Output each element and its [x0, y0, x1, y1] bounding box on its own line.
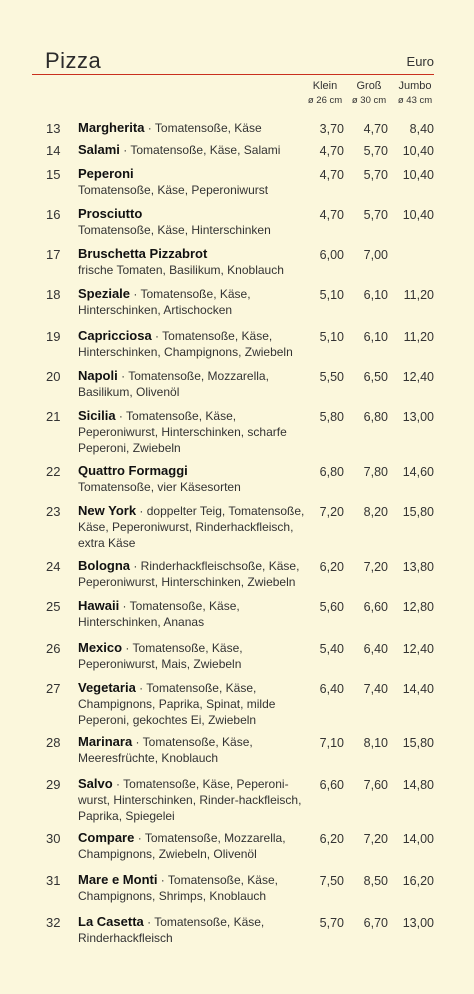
- price-jumbo: 13,80: [402, 560, 434, 574]
- item-number: 31: [46, 873, 61, 888]
- item-ingredients: Tomatensoße, Käse, Meeresfrüchte, Knoblauch: [78, 735, 253, 765]
- item-name: New York: [78, 503, 137, 518]
- size-name: Klein: [312, 80, 338, 92]
- price-klein: 6,60: [319, 778, 344, 792]
- item-name: Sicilia: [78, 408, 116, 423]
- item-number: 25: [46, 599, 61, 614]
- price-gross: 7,20: [363, 832, 388, 846]
- item-description: [78, 166, 310, 198]
- item-number: 13: [46, 121, 61, 136]
- item-description: [78, 558, 310, 590]
- price-klein: 6,00: [319, 248, 344, 262]
- price-jumbo: 14,40: [402, 682, 434, 696]
- price-gross: 5,70: [363, 168, 388, 182]
- size-klein: [302, 80, 348, 106]
- item-separator: ·: [115, 409, 127, 423]
- price-klein: 6,20: [319, 560, 344, 574]
- item-name: Salami: [78, 142, 120, 157]
- item-name: Capricciosa: [78, 328, 152, 343]
- item-name: Bruschetta Pizzabrot: [78, 246, 208, 261]
- item-name: Peperoni: [78, 166, 134, 181]
- item-ingredients: Tomatensoße, vier Käsesorten: [78, 480, 241, 494]
- item-ingredients: Tomatensoße, Käse, Peperoniwurst, Mais, Zwiebeln: [78, 641, 243, 671]
- section-title: Pizza: [45, 48, 102, 73]
- price-gross: 7,80: [363, 465, 388, 479]
- header-divider: [32, 74, 434, 75]
- item-separator: ·: [119, 143, 131, 157]
- item-separator: ·: [151, 329, 163, 343]
- item-number: 15: [46, 167, 61, 182]
- size-gross: [346, 80, 392, 106]
- price-klein: 6,80: [319, 465, 344, 479]
- item-number: 24: [46, 559, 61, 574]
- item-separator: ·: [117, 369, 129, 383]
- item-ingredients: Rinderhackfleischsoße, Käse, Peperoniwurst, Hinterschinken, Zwiebeln: [78, 559, 300, 589]
- item-name: Mexico: [78, 640, 123, 655]
- price-klein: 4,70: [319, 144, 344, 158]
- item-ingredients: Tomatensoße, Käse, Peperoniwurst: [78, 183, 269, 197]
- item-number: 16: [46, 207, 61, 222]
- price-klein: 6,20: [319, 832, 344, 846]
- item-description: [78, 872, 310, 904]
- item-separator: ·: [130, 559, 141, 573]
- item-name: Bologna: [78, 558, 130, 573]
- price-klein: 7,50: [319, 874, 344, 888]
- item-ingredients: doppelter Teig, Tomatensoße, Käse, Peperoniwurst, Rinderhackfleisch, extra Käse: [78, 504, 305, 550]
- item-number: 30: [46, 831, 61, 846]
- item-separator: ·: [143, 915, 155, 929]
- price-jumbo: 10,40: [402, 168, 434, 182]
- price-klein: 7,10: [319, 736, 344, 750]
- item-description: [78, 680, 310, 728]
- item-name: Speziale: [78, 286, 131, 301]
- item-name: Salvo: [78, 776, 113, 791]
- item-name: Quattro Formaggi: [78, 463, 188, 478]
- item-ingredients: Tomatensoße, Käse, Hinterschinken, Artischocken: [78, 287, 251, 317]
- price-gross: 6,80: [363, 410, 388, 424]
- item-ingredients: Tomatensoße, Käse, Hinterschinken, Champignons, Zwiebeln: [78, 329, 293, 359]
- item-name: Vegetaria: [78, 680, 136, 695]
- item-ingredients: Tomatensoße, Käse, Rinderhackfleisch: [78, 915, 265, 945]
- item-name: Compare: [78, 830, 135, 845]
- item-number: 19: [46, 329, 61, 344]
- price-jumbo: 16,20: [402, 874, 434, 888]
- item-description: [78, 640, 310, 672]
- item-separator: ·: [134, 831, 145, 845]
- item-number: 20: [46, 369, 61, 384]
- item-name: Prosciutto: [78, 206, 143, 221]
- item-number: 29: [46, 777, 61, 792]
- price-klein: 4,70: [319, 208, 344, 222]
- price-jumbo: 14,00: [402, 832, 434, 846]
- item-description: [78, 830, 310, 862]
- price-gross: 6,50: [363, 370, 388, 384]
- price-gross: 7,40: [363, 682, 388, 696]
- item-separator: ·: [119, 599, 130, 613]
- item-description: [78, 408, 310, 456]
- item-number: 26: [46, 641, 61, 656]
- item-number: 21: [46, 409, 61, 424]
- item-number: 22: [46, 464, 61, 479]
- item-description: [78, 368, 310, 400]
- size-name: Groß: [356, 80, 382, 92]
- size-jumbo: [392, 80, 438, 106]
- price-jumbo: 13,00: [402, 410, 434, 424]
- size-diameter: ø 26 cm: [307, 95, 343, 106]
- item-number: 32: [46, 915, 61, 930]
- item-number: 17: [46, 247, 61, 262]
- item-number: 14: [46, 143, 61, 158]
- item-separator: ·: [112, 777, 124, 791]
- price-gross: 4,70: [363, 122, 388, 136]
- item-description: [78, 598, 310, 630]
- item-number: 23: [46, 504, 61, 519]
- price-jumbo: 8,40: [409, 122, 434, 136]
- size-diameter: ø 43 cm: [397, 95, 433, 106]
- item-ingredients: Tomatensoße, Käse, Hinterschinken, Ananas: [78, 599, 240, 629]
- item-description: [78, 120, 310, 136]
- price-klein: 4,70: [319, 168, 344, 182]
- item-ingredients: frische Tomaten, Basilikum, Knoblauch: [78, 263, 284, 277]
- price-klein: 5,70: [319, 916, 344, 930]
- item-name: Marinara: [78, 734, 133, 749]
- item-ingredients: Tomatensoße, Mozzarella, Champignons, Zwiebeln, Olivenöl: [78, 831, 286, 861]
- item-separator: ·: [157, 873, 168, 887]
- item-name: Hawaii: [78, 598, 120, 613]
- item-number: 18: [46, 287, 61, 302]
- item-ingredients: Tomatensoße, Käse, Peperoni-wurst, Hinterschinken, Rinder-hackfleisch, Paprika, Spiegelei: [78, 777, 302, 823]
- item-ingredients: Tomatensoße, Käse, Champignons, Paprika, Spinat, milde Peperoni, gekochtes Ei, Zwiebeln: [78, 681, 276, 727]
- item-separator: ·: [135, 681, 147, 695]
- price-gross: 5,70: [363, 144, 388, 158]
- price-jumbo: 11,20: [403, 288, 434, 302]
- item-ingredients: Tomatensoße, Käse, Peperoniwurst, Hinterschinken, scharfe Peperoni, Zwiebeln: [78, 409, 287, 455]
- price-jumbo: 14,80: [402, 778, 434, 792]
- item-description: [78, 206, 310, 238]
- price-jumbo: 12,40: [402, 642, 434, 656]
- price-klein: 5,50: [319, 370, 344, 384]
- item-separator: ·: [144, 121, 155, 135]
- item-number: 27: [46, 681, 61, 696]
- item-name: Mare e Monti: [78, 872, 158, 887]
- item-description: [78, 286, 310, 318]
- price-jumbo: 11,20: [403, 330, 434, 344]
- item-description: [78, 503, 310, 551]
- item-description: [78, 142, 310, 158]
- price-jumbo: 13,00: [402, 916, 434, 930]
- item-ingredients: Tomatensoße, Käse, Hinterschinken: [78, 223, 271, 237]
- item-name: La Casetta: [78, 914, 144, 929]
- price-klein: 5,40: [319, 642, 344, 656]
- price-jumbo: 14,60: [402, 465, 434, 479]
- item-description: [78, 776, 310, 824]
- price-gross: 7,00: [363, 248, 388, 262]
- price-jumbo: 10,40: [402, 208, 434, 222]
- item-description: [78, 246, 310, 278]
- price-gross: 8,10: [363, 736, 388, 750]
- price-klein: 7,20: [319, 505, 344, 519]
- item-ingredients: Tomatensoße, Mozzarella, Basilikum, Olivenöl: [78, 369, 269, 399]
- price-gross: 6,10: [363, 288, 388, 302]
- currency-label: Euro: [406, 54, 434, 69]
- item-description: [78, 328, 310, 360]
- item-ingredients: Tomatensoße, Käse: [154, 121, 262, 135]
- item-description: [78, 914, 310, 946]
- price-jumbo: 12,80: [402, 600, 434, 614]
- item-name: Napoli: [78, 368, 118, 383]
- price-gross: 7,20: [363, 560, 388, 574]
- price-klein: 5,10: [319, 288, 344, 302]
- size-columns: [300, 80, 440, 114]
- item-separator: ·: [136, 504, 147, 518]
- price-jumbo: 15,80: [402, 505, 434, 519]
- price-klein: 5,60: [319, 600, 344, 614]
- item-number: 28: [46, 735, 61, 750]
- price-gross: 6,60: [363, 600, 388, 614]
- item-separator: ·: [122, 641, 133, 655]
- price-klein: 6,40: [319, 682, 344, 696]
- price-gross: 6,40: [363, 642, 388, 656]
- item-separator: ·: [132, 735, 143, 749]
- price-gross: 6,70: [363, 916, 388, 930]
- price-jumbo: 12,40: [402, 370, 434, 384]
- price-gross: 8,50: [363, 874, 388, 888]
- price-jumbo: 15,80: [402, 736, 434, 750]
- price-klein: 5,10: [319, 330, 344, 344]
- price-jumbo: 10,40: [402, 144, 434, 158]
- size-name: Jumbo: [398, 80, 432, 92]
- size-diameter: ø 30 cm: [351, 95, 387, 106]
- price-gross: 8,20: [363, 505, 388, 519]
- price-klein: 5,80: [319, 410, 344, 424]
- item-name: Margherita: [78, 120, 145, 135]
- item-description: [78, 463, 310, 495]
- item-ingredients: Tomatensoße, Käse, Salami: [130, 143, 281, 157]
- item-separator: ·: [130, 287, 141, 301]
- price-gross: 5,70: [363, 208, 388, 222]
- price-klein: 3,70: [319, 122, 344, 136]
- item-ingredients: Tomatensoße, Käse, Champignons, Shrimps, Knoblauch: [78, 873, 278, 903]
- price-gross: 6,10: [363, 330, 388, 344]
- price-gross: 7,60: [363, 778, 388, 792]
- item-description: [78, 734, 310, 766]
